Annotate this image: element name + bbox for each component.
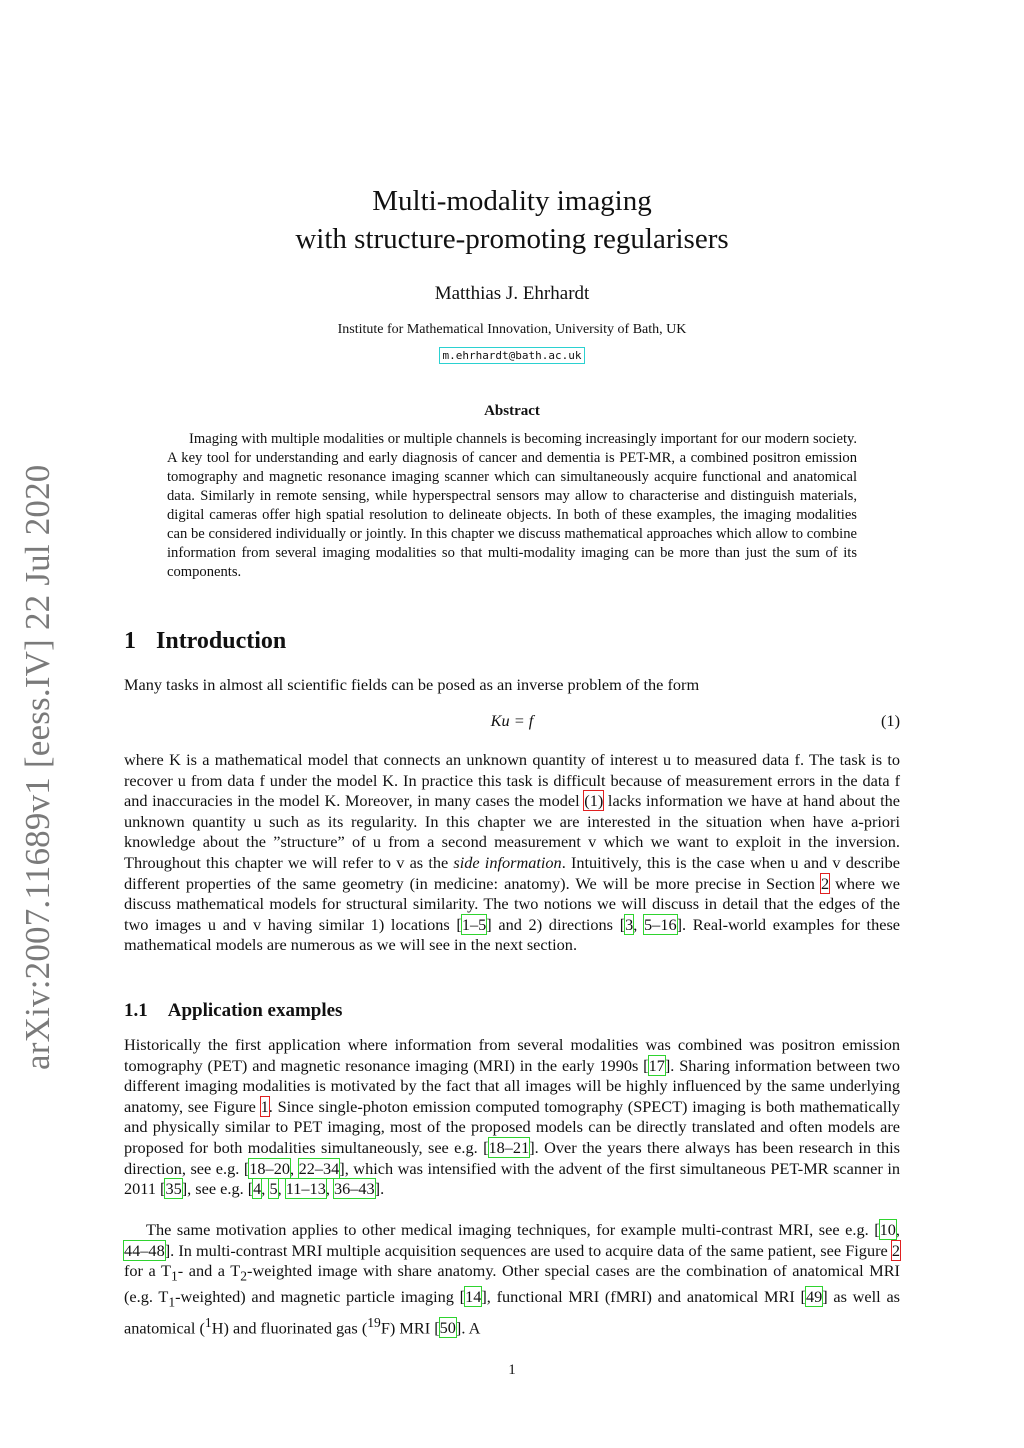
citation-link[interactable]: 1–5 xyxy=(461,914,487,934)
citation-link[interactable]: 22–34 xyxy=(298,1158,340,1178)
citation-link[interactable]: 3 xyxy=(625,914,634,934)
text-run: ]. A xyxy=(455,1318,481,1338)
citation-link[interactable]: 14 xyxy=(465,1287,482,1307)
text-run: ], which was intensified with the advent of the first simultaneous PET-MR scanner in 2011 [ xyxy=(124,1158,900,1199)
citation-link[interactable]: 10 xyxy=(879,1220,896,1239)
citation-link[interactable]: 18–21 xyxy=(488,1137,530,1157)
author-name: Matthias J. Ehrhardt xyxy=(434,283,590,304)
citation-number: 18 xyxy=(249,1158,266,1178)
citation-link[interactable]: 50 xyxy=(439,1318,456,1338)
citation-link[interactable]: 35 xyxy=(165,1179,182,1199)
abstract-text: Imaging with multiple modalities or multiple channels is becoming increasingly important for our modern society. A key tool for understanding and early diagnosis of cancer and dementia is PET-MR, a combined positron emission tomography and magnetic resonance imaging scanner which can simultaneously acquire functional and anatomical data. Similarly in remote sensing, while hyperspectral sensors may allow to characterise and distinguish materials, digital cameras offer high spatial resolution to delineate objects. In both of these examples, the imaging modalities can be considered individually or jointly. In this chapter we discuss mathematical approaches which allow to combine information from several imaging modalities so that multi-modality imaging can be more than just the sum of its components. xyxy=(167,431,857,580)
citation-link[interactable]: 49 xyxy=(805,1287,823,1307)
title-line-2: with structure-promoting regularisers xyxy=(295,223,729,255)
citation-number: 43 xyxy=(358,1179,375,1199)
equation-reference-link[interactable]: (1) xyxy=(584,791,604,811)
text-run: . Intuitively, this is the case when u and v describe different properties of the same geometry (in medicine: anatomy). We will be more precise in Section xyxy=(124,852,900,893)
equation-expression: Ku = f xyxy=(490,711,534,730)
citation-link[interactable]: 18–20 xyxy=(249,1158,290,1178)
text-run: ]. Over the years there always has been research in this direction, see e.g. [ xyxy=(124,1137,900,1178)
subsection-heading-application-examples xyxy=(124,1000,342,1022)
citation-number: 21 xyxy=(512,1137,530,1157)
citation-number: 20 xyxy=(273,1158,290,1178)
superscript: 19 xyxy=(367,1314,381,1330)
intro-paragraph-2: where K is a mathematical model that connects an unknown quantity of interest u to measured data f. The task is to recover u from data f under the model K. In practice this task is difficult because of measurement errors in the data f and inaccuracies in the model K. Moreover, in many cases the model (1) lacks information we have at hand about the unknown quantity u such as its regularity. In this chapter we are interested in the situation when have a-priori knowledge about the ”structure” of u from a second measurement v which we want to exploit in the inversion. Throughout this chapter we will refer to v as the side information. Intuitively, this is the case when u and v describe different properties of the same geometry (in medicine: anatomy). We will be more precise in Section 2 where we discuss mathematical models for structural similarity. The two notions we will discuss in detail that the edges of the two images u and v having similar 1) locations [1–5] and 2) directions [3, 5–16]. Real-world examples for these mathematical models are numerous as we will see in the next section. xyxy=(124,750,901,955)
page-number: 1 xyxy=(508,1362,516,1378)
text-run: The same motivation applies to other medical imaging techniques, for example multi-contrast MRI, see e.g. [ xyxy=(146,1220,880,1239)
author-affiliation: Institute for Mathematical Innovation, University of Bath, UK xyxy=(337,322,687,337)
text-run: . Since single-photon emission computed tomography (SPECT) imaging is both mathematically and physically similar to PET imaging, most of the proposed models can be directly translated and often models are proposed for both modalities simultaneously, see e.g. [ xyxy=(124,1096,900,1157)
citation-number: 5 xyxy=(644,914,653,934)
subscript: 1 xyxy=(168,1294,176,1310)
citation-number: 1 xyxy=(461,914,470,934)
citation-number: 11 xyxy=(285,1179,302,1199)
section-number: 1 xyxy=(124,628,136,654)
citation-number: 22 xyxy=(298,1158,315,1178)
equation-number: (1) xyxy=(881,711,900,730)
text-run: - and a T xyxy=(177,1261,241,1281)
citation-link[interactable]: 11–13 xyxy=(285,1179,326,1199)
citation-link[interactable]: 17 xyxy=(648,1055,665,1075)
subsection-title: Application examples xyxy=(167,1000,343,1021)
text-run: -weighted image with share anatomy. Other special cases are the combination of anatomical MRI (e.g. T xyxy=(124,1261,900,1307)
author-email-link[interactable]: m.ehrhardt@bath.ac.uk xyxy=(439,347,584,364)
text-run: F) MRI [ xyxy=(380,1318,440,1338)
paper-title xyxy=(0,182,1024,258)
section-heading-introduction xyxy=(124,628,286,655)
citation-number: 34 xyxy=(323,1158,340,1178)
text-run: ]. xyxy=(374,1179,385,1199)
subscript: 2 xyxy=(240,1268,248,1284)
citation-number: 5 xyxy=(478,914,487,934)
text-run: ] as well as anatomical ( xyxy=(124,1287,901,1338)
application-paragraph-2: The same motivation applies to other medical imaging techniques, for example multi-contrast MRI, see e.g. [10, 44–48]. In multi-contrast MRI multiple acquisition sequences are used to acquire data of the same patient, see Figure 2 for a $T_1-$ and a $T_2$-weighted image with share anatomy. Other special cases are the combination of anatomical MRI (e.g. $T_1-weighted$) and magnetic particle imaging [14], functional MRI (fMRI) and anatomical MRI [49] as well as anatomical ($^1$H) and fluorinated gas ($^{19}$F) MRI [50]. A xyxy=(124,1220,901,1338)
email-container xyxy=(0,344,1024,364)
figure-reference-link[interactable]: 2 xyxy=(891,1240,900,1260)
citation-link[interactable]: 5 xyxy=(269,1179,278,1199)
text-run: where K is a mathematical model that connects an unknown quantity of interest u to measured data f. The task is to recover u from data f under the model K. In practice this task is difficult because of measurement errors in the data f and inaccuracies in the model K. Moreover, in many cases the model xyxy=(124,750,900,811)
text-run: H) and fluorinated gas ( xyxy=(211,1318,368,1338)
superscript: 1 xyxy=(204,1314,212,1330)
subscript: 1 xyxy=(170,1268,178,1284)
citation-number: 48 xyxy=(148,1240,165,1260)
figure-reference-link[interactable]: 1 xyxy=(260,1096,269,1116)
citation-number: 13 xyxy=(309,1179,326,1199)
citation-link[interactable]: 4 xyxy=(253,1179,262,1199)
citation-link[interactable]: 44–48 xyxy=(124,1240,165,1260)
text-run: ]. Real-world examples for these mathematical models are numerous as we will see in the next section. xyxy=(124,914,901,955)
citation-number: 16 xyxy=(660,914,677,934)
application-paragraph-1: Historically the first application where information from several modalities was combined was positron emission tomography (PET) and magnetic resonance imaging (MRI) in the early 1990s [17]. Sharing information between two different imaging modalities is motivated by the fact that all images will be highly influenced by the same underlying anatomy, see Figure 1. Since single-photon emission computed tomography (SPECT) imaging is both mathematically and physically similar to PET imaging, most of the proposed models can be directly translated and often models are proposed for both modalities simultaneously, see e.g. [18–21]. Over the years there always has been research in this direction, see e.g. [18–20, 22–34], which was intensified with the advent of the first simultaneous PET-MR scanner in 2011 [35], see e.g. [4, 5, 11–13, 36–43]. xyxy=(124,1035,900,1199)
title-line-1: Multi-modality imaging xyxy=(372,185,652,217)
text-run: Historically the first application where information from several modalities was combined was positron emission tomography (PET) and magnetic resonance imaging (MRI) in the early 1990s [ xyxy=(124,1035,900,1075)
citation-link[interactable]: 36–43 xyxy=(333,1179,375,1199)
side-information-term: side information xyxy=(453,852,562,872)
text-run: ]. In multi-contrast MRI multiple acquisition sequences are used to acquire data of the same patient, see Figure xyxy=(164,1240,892,1260)
text-run: ], functional MRI (fMRI) and anatomical MRI [ xyxy=(481,1287,806,1307)
text-run: ]. Sharing information between two different imaging modalities is motivated by the fact that all images will be highly influenced by the same underlying anatomy, see Figure xyxy=(124,1055,900,1116)
text-run: ], see e.g. [ xyxy=(181,1179,254,1199)
section-reference-link[interactable]: 2 xyxy=(820,873,830,893)
section-title: Introduction xyxy=(156,628,287,654)
citation-number: 36 xyxy=(333,1179,351,1199)
equation-1 xyxy=(124,711,900,735)
text-run: -weighted) and magnetic particle imaging [ xyxy=(175,1287,466,1307)
abstract-heading: Abstract xyxy=(484,403,540,419)
subsection-number: 1.1 xyxy=(124,1000,148,1021)
text-run: ] and 2) directions [ xyxy=(486,914,626,934)
text-run: where we discuss mathematical models for structural similarity. The two notions we will discuss in detail that the edges of the two images u and v having similar 1) locations [ xyxy=(124,873,900,934)
citation-number: 44 xyxy=(124,1240,141,1260)
text-run: lacks information we have at hand about the unknown quantity u such as its regularity. In this chapter we are interested in the situation when have a-priori knowledge about the ”structure” of u from a second measurement v which we want to exploit in the inversion. Throughout this chapter we will refer to v as the xyxy=(124,791,901,872)
citation-number: 18 xyxy=(488,1137,505,1157)
intro-paragraph-1: Many tasks in almost all scientific fields can be posed as an inverse problem of the form xyxy=(124,675,700,694)
citation-link[interactable]: 5–16 xyxy=(644,914,677,934)
arxiv-identifier-stamp: arXiv:2007.11689v1 [eess.IV] 22 Jul 2020 xyxy=(18,464,57,1070)
text-run: for a T xyxy=(124,1261,171,1281)
